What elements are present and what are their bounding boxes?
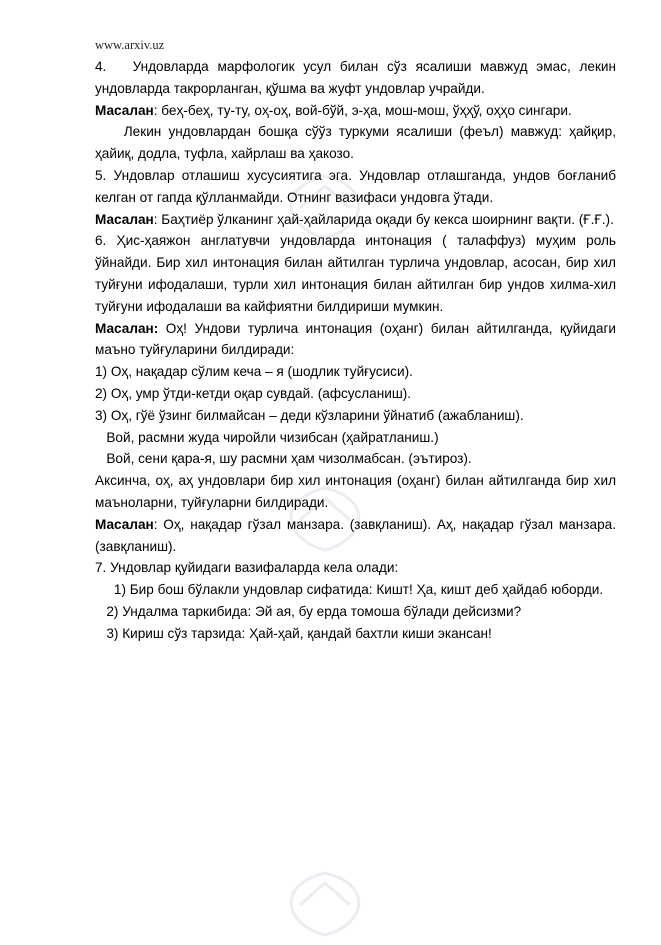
paragraph-text: 3) Кириш сўз тарзида: Ҳай-ҳай, қандай бахтли киши экансан! — [95, 625, 492, 641]
paragraph — [95, 427, 616, 449]
paragraph — [95, 361, 616, 383]
paragraph-text: 1) Оҳ, нақадар сўлим кеча – я (шодлик туйғусиси). — [95, 364, 413, 380]
site-url: www.arxiv.uz — [95, 38, 165, 52]
paragraph — [95, 623, 616, 645]
paragraph — [95, 121, 620, 165]
paragraph-text: 2) Ундалма таркибида: Эй ая, бу ерда томоша бўлади дейсизми? — [95, 603, 522, 619]
paragraph-text: 3) Оҳ, гўё ўзинг билмайсан – деди кўзларини ўйнатиб (ажабланиш). — [95, 407, 524, 423]
paragraph-text: : Баҳтиёр ўлканинг ҳай-ҳайларида оқади бу кекса шоирнинг вақти. (Ғ.Ғ.). — [153, 211, 614, 227]
paragraph-text: 4. Ундовларда марфологик усул билан сўз ясалиши мавжуд эмас, лекин ундовларда такрорланган, қўшма ва жуфт ундовлар учрайди. — [95, 59, 620, 96]
paragraph-text: : Оҳ, нақадар гўзал манзара. (завқланиш). Аҳ, нақадар гўзал манзара. (завқланиш). — [95, 516, 620, 554]
paragraph-text: Вой, сени қара-я, шу расмни ҳам чизолмабсан. (эътироз). — [95, 451, 472, 467]
paragraph-text: 7. Ундовлар қуйидаги вазифаларда кела олади: — [95, 560, 399, 576]
paragraph — [95, 230, 620, 317]
paragraph — [95, 209, 616, 231]
paragraph — [95, 514, 620, 558]
paragraph-text: Аксинча, оҳ, аҳ ундовлари бир хил интонация (оҳанг) билан айтилганда бир хил маъноларни, туйғуларни билдиради. — [95, 473, 620, 510]
paragraph-text: : беҳ-беҳ, ту-ту, оҳ-оҳ, вой-бўй, э-ҳа, мош-мош, ўҳҳў, оҳҳо сингари. — [153, 102, 572, 118]
paragraph — [95, 383, 616, 405]
paragraph — [95, 557, 616, 579]
example-label: Масалан: — [95, 320, 159, 336]
paragraph-text: Вой, расмни жуда чиройли чизибсан (ҳайратланиш.) — [95, 429, 439, 445]
document-body — [95, 56, 620, 645]
paragraph-text: Лекин ундовлардан бошқа сўўз туркуми ясалиши (феъл) мавжуд: ҳайқир, ҳайиқ, додла, туфла, хайрлаш ва ҳакозо. — [95, 124, 620, 162]
paragraph — [95, 470, 620, 514]
paragraph — [95, 100, 616, 122]
paragraph — [95, 405, 616, 427]
paragraph-text: 6. Ҳис-ҳаяжон англатувчи ундовларда интонация ( талаффуз) муҳим роль ўйнайди. Бир хил интонация билан айтилган турлича ундовлар, асосан, бир хил туйғуни ифодалаши, турли хил интонация билан айтилган бир ундов хилма-хил туйғуни ифодалаши ва кайфиятни билдириши мумкин. — [95, 233, 620, 314]
paragraph-text: 5. Ундовлар отлашиш хусусиятига эга. Ундовлар отлашганда, ундов боғланиб келган от гапда қўлланмайди. Отнинг вазифаси ундовга ўтади. — [95, 167, 620, 205]
example-label: Масалан — [95, 211, 154, 227]
example-label: Масалан — [95, 102, 154, 118]
paragraph — [95, 165, 620, 209]
paragraph-text: 2) Оҳ, умр ўтди-кетди оқар сувдай. (афсусланиш). — [95, 385, 412, 401]
paragraph-text: Оҳ! Ундови турлича интонация (оҳанг) билан айтилганда, қуйидаги маъно туйғуларини билдиради: — [95, 320, 620, 358]
paragraph — [95, 579, 616, 601]
paragraph — [95, 56, 620, 100]
example-label: Масалан — [95, 516, 154, 532]
paragraph — [95, 601, 616, 623]
paragraph — [95, 318, 620, 362]
watermark-logo — [205, 865, 445, 945]
paragraph — [95, 448, 616, 470]
paragraph-text: 1) Бир бош бўлакли ундовлар сифатида: Кишт! Ҳа, кишт деб ҳайдаб юборди. — [95, 582, 604, 598]
